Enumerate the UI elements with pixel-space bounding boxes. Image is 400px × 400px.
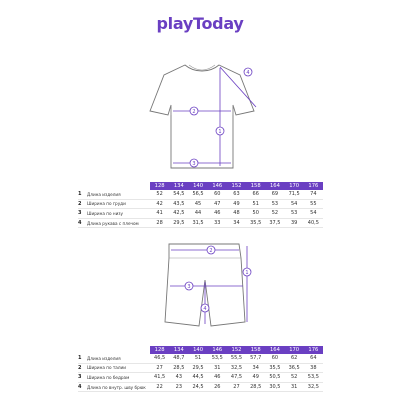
size-header: 176 (308, 183, 319, 189)
table-cell: 41 (156, 210, 163, 217)
table-row (78, 383, 323, 393)
table-cell: 74 (310, 191, 317, 198)
table-cell: 28,5 (173, 364, 185, 371)
table-cell: 34 (252, 364, 259, 371)
table-cell: 71,5 (288, 191, 300, 198)
table-cell: 32,5 (230, 364, 243, 371)
table-cell: 24,5 (192, 384, 204, 391)
tshirt-drawing (140, 55, 265, 180)
size-header: 134 (173, 183, 184, 189)
size-header: 146 (212, 183, 223, 189)
size-header: 128 (154, 347, 165, 353)
tshirt-table-header (78, 182, 323, 190)
row-label: Длина рукава с плечом (87, 220, 139, 226)
table-cell: 47 (214, 200, 221, 207)
size-header: 158 (250, 183, 261, 189)
table-cell: 37,5 (269, 220, 281, 227)
table-cell: 60 (271, 355, 279, 362)
size-header: 170 (289, 183, 300, 189)
shorts-table-header (78, 346, 323, 354)
table-cell: 44 (194, 210, 202, 217)
table-cell: 46,5 (154, 355, 166, 362)
row-number: 4 (78, 220, 82, 227)
shorts-marker-3: 3 (187, 284, 191, 290)
table-cell: 50,5 (269, 374, 281, 381)
table-row (78, 354, 323, 364)
table-row (78, 209, 323, 219)
table-cell: 54 (310, 210, 317, 217)
row-number: 1 (78, 191, 82, 198)
size-header: 128 (154, 183, 165, 189)
tshirt-marker-2: 2 (192, 109, 196, 115)
table-cell: 53,5 (307, 374, 319, 381)
table-cell: 46 (214, 374, 221, 381)
table-cell: 48,7 (173, 355, 185, 362)
table-cell: 27 (156, 364, 163, 371)
tshirt-marker-1: 1 (218, 129, 222, 135)
table-cell: 31,5 (192, 220, 204, 227)
row-label: Длина изделия (87, 191, 121, 197)
table-cell: 55,5 (230, 355, 243, 362)
table-cell: 66 (252, 191, 259, 198)
table-cell: 39 (290, 220, 298, 227)
table-cell: 53 (271, 200, 279, 207)
table-cell: 55 (310, 200, 317, 207)
table-row (78, 364, 323, 374)
table-cell: 54,5 (173, 191, 185, 198)
table-cell: 63 (233, 191, 240, 198)
table-cell: 51 (252, 200, 259, 207)
table-cell: 23 (175, 384, 183, 391)
table-cell: 52 (156, 191, 163, 198)
table-cell: 31 (214, 364, 221, 371)
table-cell: 42 (156, 200, 163, 207)
table-cell: 57,7 (250, 355, 262, 362)
row-label: Ширина по груди (87, 201, 126, 207)
table-cell: 62 (290, 355, 298, 362)
table-cell: 29,5 (173, 220, 185, 227)
table-cell: 28 (156, 220, 163, 227)
table-row (78, 200, 323, 210)
row-label: Длина по внутр. шву брюк (87, 384, 146, 390)
brand-logo: playToday (156, 14, 244, 33)
size-header: 164 (269, 347, 280, 353)
table-cell: 50 (252, 210, 259, 217)
table-cell: 45 (194, 200, 202, 207)
row-number: 1 (78, 355, 82, 362)
table-cell: 35,5 (250, 220, 262, 227)
table-cell: 48 (233, 210, 240, 217)
size-header: 152 (231, 347, 242, 353)
table-row (78, 373, 323, 383)
row-number: 2 (78, 364, 82, 371)
table-cell: 36,5 (288, 364, 300, 371)
table-cell: 46 (214, 210, 221, 217)
table-cell: 43 (175, 374, 183, 381)
tshirt-marker-4: 4 (246, 70, 250, 76)
table-cell: 41,5 (154, 374, 166, 381)
row-number: 2 (78, 200, 82, 207)
row-label: Ширина по бедрам (87, 374, 130, 380)
table-cell: 30,5 (269, 384, 281, 391)
table-cell: 56,5 (192, 191, 204, 198)
table-cell: 32,5 (307, 384, 319, 391)
table-row (78, 190, 323, 200)
size-header: 164 (269, 183, 280, 189)
size-header: 140 (193, 183, 203, 189)
table-cell: 52 (290, 374, 298, 381)
table-cell: 29,5 (192, 364, 204, 371)
table-cell: 60 (214, 191, 221, 198)
table-cell: 64 (310, 355, 317, 362)
table-cell: 38 (310, 364, 317, 371)
shorts-marker-1: 1 (245, 270, 249, 276)
table-cell: 54 (290, 200, 298, 207)
tshirt-marker-3: 3 (192, 161, 196, 167)
table-cell: 27 (233, 384, 240, 391)
table-cell: 53,5 (211, 355, 223, 362)
table-cell: 34 (233, 220, 240, 227)
size-header: 158 (250, 347, 261, 353)
table-cell: 51 (194, 355, 202, 362)
row-label: Ширина по низу (87, 210, 124, 216)
table-cell: 44,5 (192, 374, 204, 381)
table-cell: 28,5 (250, 384, 262, 391)
size-header: 170 (289, 347, 300, 353)
size-header: 152 (231, 183, 242, 189)
row-number: 3 (78, 210, 82, 217)
shorts-size-table (78, 346, 323, 392)
size-header: 140 (193, 347, 203, 353)
table-cell: 26 (214, 384, 221, 391)
shorts-marker-2: 2 (209, 248, 213, 254)
tshirt-outline (150, 65, 254, 168)
table-cell: 49 (252, 374, 259, 381)
table-cell: 69 (271, 191, 279, 198)
table-cell: 22 (156, 384, 163, 391)
table-cell: 43,5 (173, 200, 185, 207)
row-number: 4 (78, 384, 82, 391)
size-header: 134 (173, 347, 184, 353)
row-label: Ширина по талии (87, 365, 126, 371)
tshirt-size-table (78, 182, 323, 228)
table-cell: 49 (233, 200, 240, 207)
size-header: 176 (308, 347, 319, 353)
table-cell: 42,5 (173, 210, 185, 217)
table-cell: 33 (214, 220, 221, 227)
shorts-drawing (155, 236, 255, 336)
table-row (78, 219, 323, 229)
row-number: 3 (78, 374, 82, 381)
size-header: 146 (212, 347, 223, 353)
table-cell: 35,5 (269, 364, 281, 371)
table-cell: 31 (290, 384, 298, 391)
table-cell: 52 (271, 210, 279, 217)
table-cell: 47,5 (230, 374, 243, 381)
table-cell: 53 (290, 210, 298, 217)
table-cell: 40,5 (307, 220, 319, 227)
row-label: Длина изделия (87, 355, 121, 361)
shorts-marker-4: 4 (203, 306, 207, 312)
